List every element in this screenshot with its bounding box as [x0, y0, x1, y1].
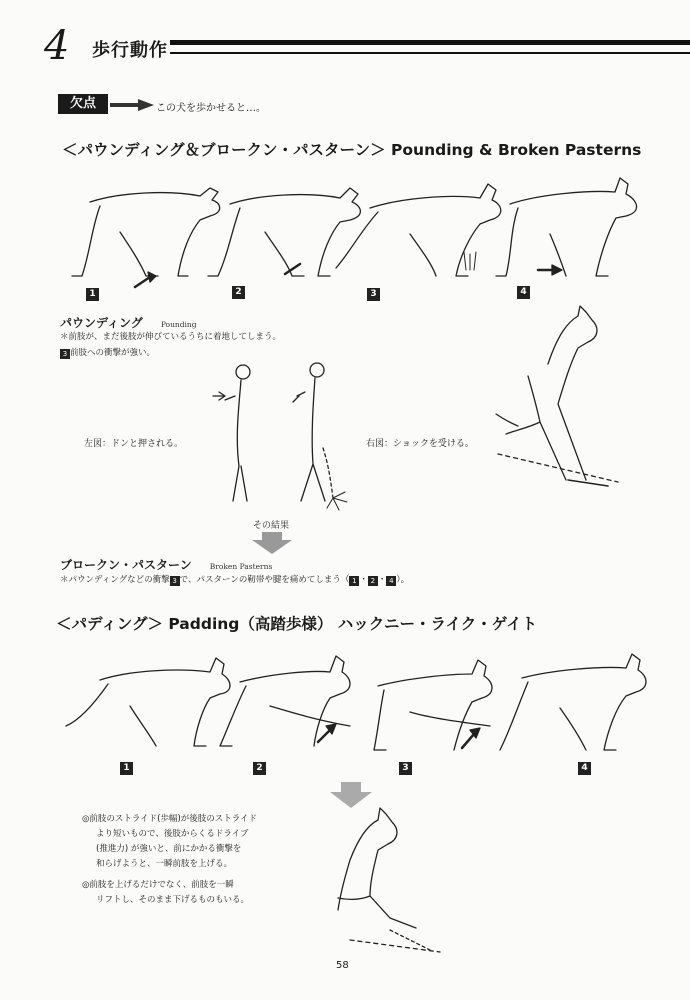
chapter-number: 4: [44, 23, 70, 69]
broken-note-c: ）。: [396, 575, 410, 585]
lifting-dog-illustration: [330, 800, 460, 960]
pounding-note-2: [60, 346, 155, 360]
pounding-title-en: Pounding: [160, 320, 197, 329]
ref-number: 3: [60, 349, 70, 359]
ref-number: 4: [386, 576, 396, 586]
page-number: 58: [336, 960, 349, 971]
figure-label: 2: [232, 286, 245, 299]
ref-number: 1: [349, 576, 359, 586]
figure-label: 2: [253, 762, 266, 775]
ref-number: 3: [170, 576, 180, 586]
ref-number: 2: [368, 576, 378, 586]
padding-gait-illustration: [60, 646, 650, 766]
fault-text: この犬を歩かせると…。: [156, 103, 266, 114]
section-heading-padding: ＜パディング＞ Padding（高踏歩様） ハックニー・ライク・ゲイト: [56, 615, 538, 633]
pounding-note-2-text: 前肢への衝撃が強い。: [70, 348, 156, 358]
section-heading-pounding: ＜パウンディング＆ブロークン・パスターン＞ Pounding & Broken Pasterns: [62, 141, 642, 159]
broken-title: [60, 556, 272, 573]
figure-label: 4: [517, 286, 530, 299]
figure-label: 1: [120, 762, 133, 775]
padding-note-line: ◎前肢のストライド(歩幅)が後肢のストライド: [82, 814, 258, 824]
arrow-right-icon: [110, 99, 154, 111]
fault-badge: 欠点: [58, 94, 108, 114]
padding-note-line: 和らげようと、一瞬前肢を上げる。: [96, 859, 233, 869]
figure-label: 1: [86, 288, 99, 301]
result-label: その結果: [253, 521, 290, 531]
padding-notes: [82, 812, 332, 908]
chapter-title: 歩行動作: [92, 40, 168, 61]
broken-note: ＊パウンディングなどの衝撃 3 で、パスターンの靭帯や腱を痛めてしまう（ 1 ・ 2 ・ 4 ）。: [60, 575, 410, 585]
figure-label: 4: [578, 762, 591, 775]
padding-note-line: ◎前肢を上げるだけでなく、前肢を一瞬: [82, 880, 234, 890]
broken-title-jp: ブロークン・パスターン: [60, 558, 192, 572]
padding-note-line: リフトし、そのまま下げるものもいる。: [96, 895, 250, 905]
arrow-down-icon: [252, 532, 292, 554]
broken-note-b: で、パスターンの靭帯や腱を痛めてしまう（: [179, 575, 350, 585]
figure-label: 3: [367, 288, 380, 301]
broken-note-a: ＊パウンディングなどの衝撃: [60, 575, 170, 585]
pounding-title: [60, 314, 197, 331]
impact-figures-illustration: [205, 356, 355, 516]
caption-left: 左図：ドンと押される。: [84, 439, 184, 449]
standing-dog-illustration: [488, 304, 638, 494]
chapter-rule: [170, 40, 690, 54]
pounding-note-1: ＊前肢が、まだ後肢が伸びているうちに着地してしまう。: [60, 332, 282, 342]
padding-note-line: より短いもので、後肢からくるドライブ: [96, 829, 249, 839]
caption-right: 右図：ショックを受ける。: [366, 439, 474, 449]
padding-note-line: (推進力) が強いと、前にかかる衝撃を: [96, 844, 242, 854]
pounding-gait-illustration: [60, 172, 650, 302]
broken-title-en: Broken Pasterns: [209, 562, 273, 571]
figure-label: 3: [399, 762, 412, 775]
pounding-title-jp: パウンディング: [60, 316, 143, 330]
